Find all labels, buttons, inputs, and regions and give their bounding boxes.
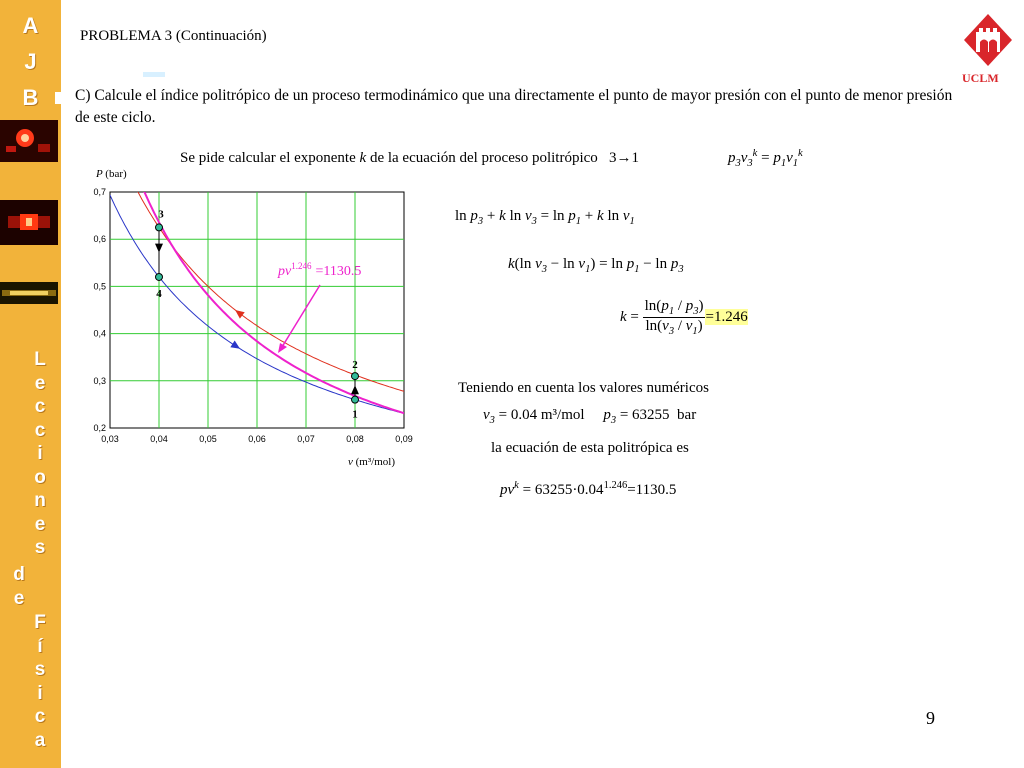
uclm-logo-icon (962, 12, 1014, 70)
intro-k: k (359, 150, 367, 166)
state-point-4 (156, 273, 163, 280)
y-tick-label: 0,4 (93, 328, 106, 339)
v3-unit: m³/mol (540, 407, 585, 423)
k-fraction: $\frac{\ln(p_1 / p_3)}{\ln(v_3 / v_1)}$ (644, 298, 704, 337)
x-axis-label: v (m³/mol) (348, 456, 395, 468)
numeric-values: $v_3 = 0.04$ m³/mol $p_3 = 63255$ bar (483, 407, 697, 426)
state-point-2 (352, 373, 359, 380)
p3-unit: bar (677, 407, 697, 423)
intro-process: 3→1 (609, 150, 640, 166)
sidebar-letter: a (34, 729, 46, 751)
sidebar-letter: o (34, 466, 46, 488)
sidebar-initials (0, 8, 61, 116)
sidebar-letter: n (34, 490, 46, 511)
x-tick-label: 0,03 (101, 434, 119, 444)
k-result: =1.246 (705, 308, 748, 325)
y-tick-label: 0,2 (93, 423, 106, 433)
x-tick-label: 0,06 (248, 434, 266, 444)
sidebar-letter: L (34, 349, 46, 370)
sidebar (0, 0, 61, 768)
page-title: PROBLEMA 3 (Continuación) (80, 28, 267, 44)
initial-a: A (22, 13, 39, 38)
equation-3: k = $\frac{\ln(p_1 / p_3)}{\ln(v_3 / v_1)}$ =1.246 (620, 298, 748, 337)
sidebar-letter: d (13, 564, 25, 585)
x-tick-label: 0,07 (297, 434, 315, 444)
thumbnail-3 (0, 282, 58, 304)
thumbnail-1 (0, 120, 58, 162)
sidebar-letter: i (37, 443, 43, 464)
p3-value: 63255 (632, 407, 670, 423)
polytropic-annotation: $pv^{1.246} =1130.5$ (278, 261, 362, 279)
sidebar-letter: e (34, 372, 46, 394)
sidebar-letter: c (34, 396, 46, 417)
v3-value: 0.04 (510, 407, 538, 423)
final-b: =1130.5 (627, 482, 677, 498)
state-label-2: 2 (352, 359, 358, 372)
uclm-logo-text: UCLM (962, 71, 999, 85)
equation-2: k(ln $v_3 - \ln v_1) = \ln p_1 - \ln p_3$ (508, 256, 684, 275)
state-point-3 (156, 224, 163, 231)
initial-j: J (24, 49, 37, 74)
y-tick-label: 0,5 (93, 281, 106, 292)
y-tick-label: 0,7 (93, 187, 106, 197)
polytropic-relation: $p_3v_3^k = p_1v_1^k$ (728, 148, 803, 169)
sidebar-word-lecciones (30, 348, 50, 560)
sidebar-letter: e (34, 513, 46, 535)
x-tick-label: 0,09 (395, 434, 413, 444)
initial-b: B (22, 85, 39, 110)
state-label-3: 3 (158, 208, 164, 221)
y-tick-label: 0,3 (93, 375, 106, 386)
sidebar-letter: s (34, 537, 46, 558)
values-intro: Teniendo en cuenta los valores numéricos (458, 380, 709, 396)
sidebar-word-de (9, 563, 29, 610)
sidebar-letter: e (13, 587, 25, 609)
intro-text-b: de la ecuación del proceso politrópico (366, 150, 598, 166)
decorative-dash (143, 72, 165, 77)
sidebar-letter: F (34, 612, 46, 633)
y-tick-label: 0,6 (93, 234, 106, 245)
state-point-1 (352, 396, 359, 403)
sidebar-letter: c (34, 419, 46, 441)
sidebar-letter: s (34, 659, 46, 680)
sidebar-letter: i (37, 682, 43, 704)
intro-text-a: Se pide calcular el exponente (180, 150, 360, 166)
x-tick-label: 0,08 (346, 434, 364, 444)
sidebar-word-fisica (30, 611, 50, 752)
polytropic-text: la ecuación de esta politrópica es (491, 440, 689, 456)
equation-1: $\ln p_3 + k$ $\ln v_3 = \ln p_1 + k$ $\ln v_1$ (455, 208, 635, 227)
x-tick-label: 0,05 (199, 434, 217, 444)
state-label-4: 4 (156, 287, 162, 300)
final-equation: $pv^k = 63255\cdot 0.04^{1.246}=1130.5$ (500, 480, 677, 498)
sidebar-letter: c (34, 706, 46, 727)
thumbnail-2 (0, 200, 58, 245)
x-tick-label: 0,04 (150, 434, 168, 444)
final-a: 63255·0.04 (534, 482, 604, 498)
pv-chart (80, 165, 420, 470)
accent-mark (55, 92, 61, 104)
final-exp: 1.246 (603, 480, 628, 491)
sidebar-letter: í (37, 635, 43, 657)
page-number: 9 (926, 708, 935, 728)
state-label-1: 1 (352, 408, 358, 421)
y-axis-label: P (bar) (96, 168, 127, 180)
question-text: C) Calcule el índice politrópico de un proceso termodinámico que una directamente el punto de mayor presión con el punto de menor presión de este ciclo. (75, 87, 953, 126)
